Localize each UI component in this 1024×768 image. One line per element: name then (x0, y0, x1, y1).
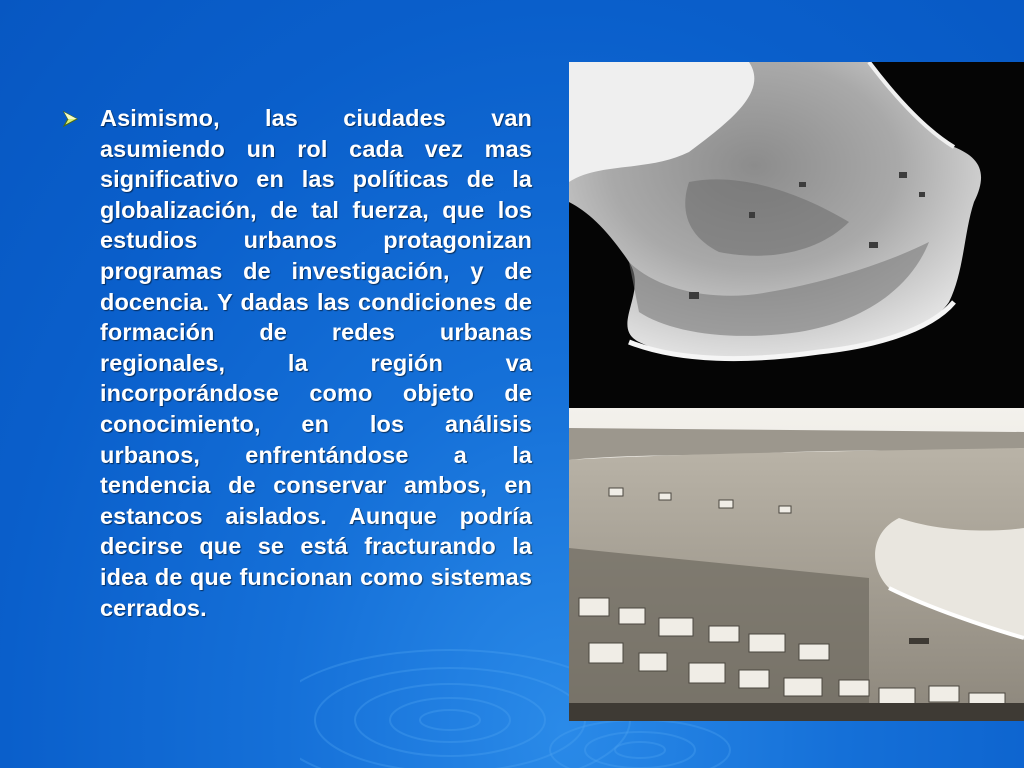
beach-village-photo (569, 408, 1024, 721)
aerial-coast-photo (569, 62, 1024, 408)
bullet-point (62, 103, 534, 623)
bullet-paragraph: Asimismo, las ciudades van asumiendo un rol cada vez mas significativo en las políticas de la globalización, de tal fuerza, que los estudios urbanos protagonizan programas de investigación, y de docencia. Y dadas las condiciones de formación de redes urbanas regionales, la región va incorporándose como objeto de conocimiento, en los análisis urbanos, enfrentándose a la tendencia de conservar ambos, en estancos aislados. Aunque podría decirse que se está fracturando la idea de que funcionan como sistemas cerrados. (100, 105, 532, 621)
arrow-bullet-icon (62, 103, 100, 623)
